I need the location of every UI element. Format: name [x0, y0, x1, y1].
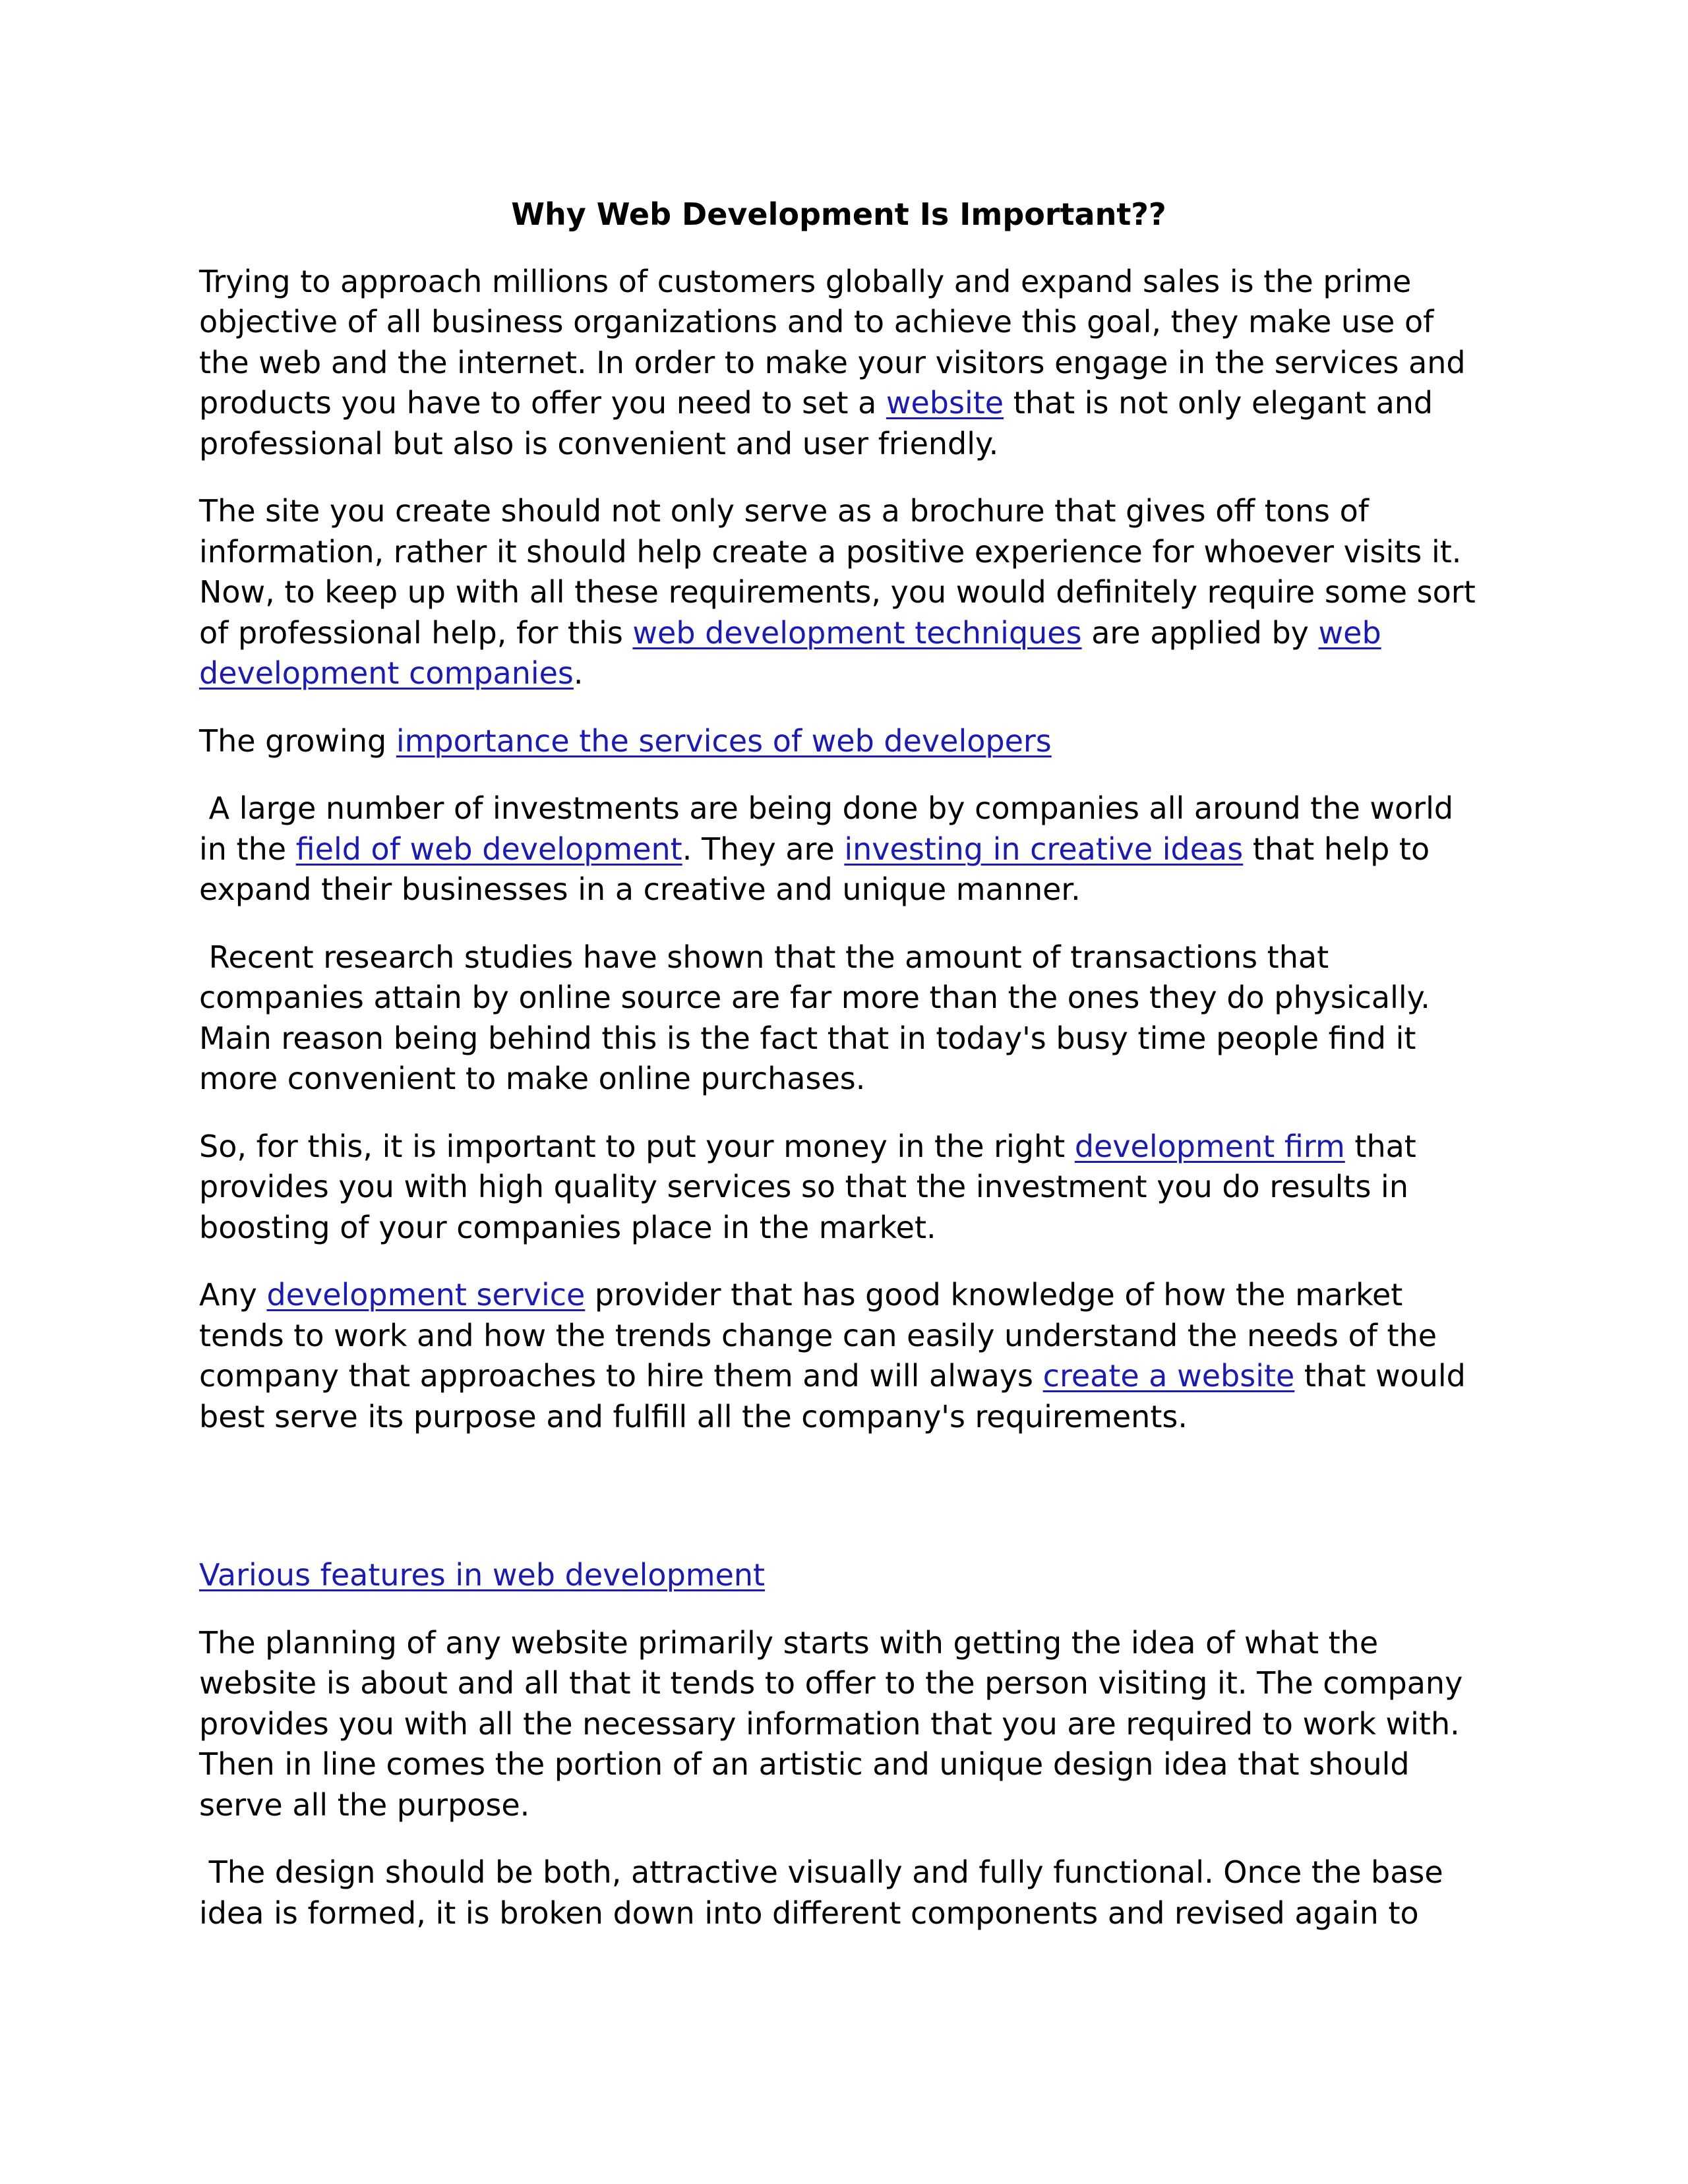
paragraph-text: A large number of investments are being done by companies all around the world in the — [199, 790, 1463, 867]
paragraph-4 — [199, 788, 1478, 910]
paragraph-text: So, for this, it is important to put your money in the right — [199, 1128, 1075, 1164]
paragraph-text: are applied by — [1081, 614, 1319, 651]
link-create-a-website[interactable]: create a website — [1042, 1358, 1295, 1394]
paragraph-text: provider that has good knowledge of how the market tends to work and how the trends change can easily understand the needs of the company that approaches to hire them and will always — [199, 1277, 1437, 1394]
link-web-development-techniques[interactable]: web development techniques — [632, 614, 1082, 651]
link-field-of-web-development[interactable]: field of web development — [295, 831, 682, 867]
link-importance-services-web-developers[interactable]: importance the services of web developers — [396, 723, 1052, 759]
paragraph-text: that would best serve its purpose and fulfill all the company's requirements. — [199, 1358, 1466, 1434]
paragraph-1 — [199, 262, 1478, 465]
link-website[interactable]: website — [886, 385, 1004, 421]
blank-space — [199, 1464, 1478, 1555]
link-development-service[interactable]: development service — [266, 1277, 586, 1313]
paragraph-3 — [199, 721, 1478, 762]
paragraph-text: . — [573, 655, 584, 691]
document-title: Why Web Development Is Important?? — [511, 196, 1166, 232]
paragraph-text: The growing — [199, 723, 396, 759]
paragraph-text: The design should be both, attractive visually and fully functional. Once the base idea is formed, it is broken down into different components and revised again to — [199, 1854, 1453, 1931]
paragraph-6 — [199, 1127, 1478, 1249]
document-page — [199, 194, 1478, 1961]
paragraph-text: that help to expand their businesses in a creative and unique manner. — [199, 831, 1430, 907]
paragraph-text: Any — [199, 1277, 267, 1313]
paragraph-text: Recent research studies have shown that the amount of transactions that companies attain by online source are far more than the ones they do physically. Main reason being behind this is the fact that in today's busy time people find it more convenient to make online purchases. — [199, 939, 1440, 1096]
link-various-features-web-development[interactable]: Various features in web development — [199, 1557, 766, 1593]
paragraph-5 — [199, 937, 1478, 1100]
paragraph-2 — [199, 491, 1478, 694]
link-investing-in-creative-ideas[interactable]: investing in creative ideas — [844, 831, 1244, 867]
paragraph-text: that provides you with high quality services so that the investment you do results in boosting of your companies place in the market. — [199, 1128, 1416, 1245]
paragraph-text: Trying to approach millions of customers globally and expand sales is the prime objective of all business organizations and to achieve this goal, they make use of the web and the internet. In order to make your visitors engage in the services and products you have to offer you need to set a — [199, 263, 1466, 421]
paragraph-text: that is not only elegant and professional but also is convenient and user friendly. — [199, 385, 1433, 461]
paragraph-text: The planning of any website primarily starts with getting the idea of what the website is about and all that it tends to offer to the person visiting it. The company provides you with all the necessary information that you are required to work with. Then in line comes the portion of an artistic and unique design idea that should serve all the purpose. — [199, 1624, 1463, 1823]
link-web-development-companies[interactable]: web development companies — [199, 614, 1381, 691]
paragraph-8 — [199, 1555, 1478, 1596]
paragraph-text: The site you create should not only serve as a brochure that gives off tons of information, rather it should help create a positive experience for whoever visits it. Now, to keep up with all these requirements, you would definitely require some sort of professional help, for this — [199, 493, 1476, 651]
paragraph-9 — [199, 1623, 1478, 1826]
paragraph-text: . They are — [682, 831, 845, 867]
paragraph-10 — [199, 1852, 1478, 1933]
link-development-firm[interactable]: development firm — [1074, 1128, 1345, 1164]
paragraph-7 — [199, 1275, 1478, 1437]
